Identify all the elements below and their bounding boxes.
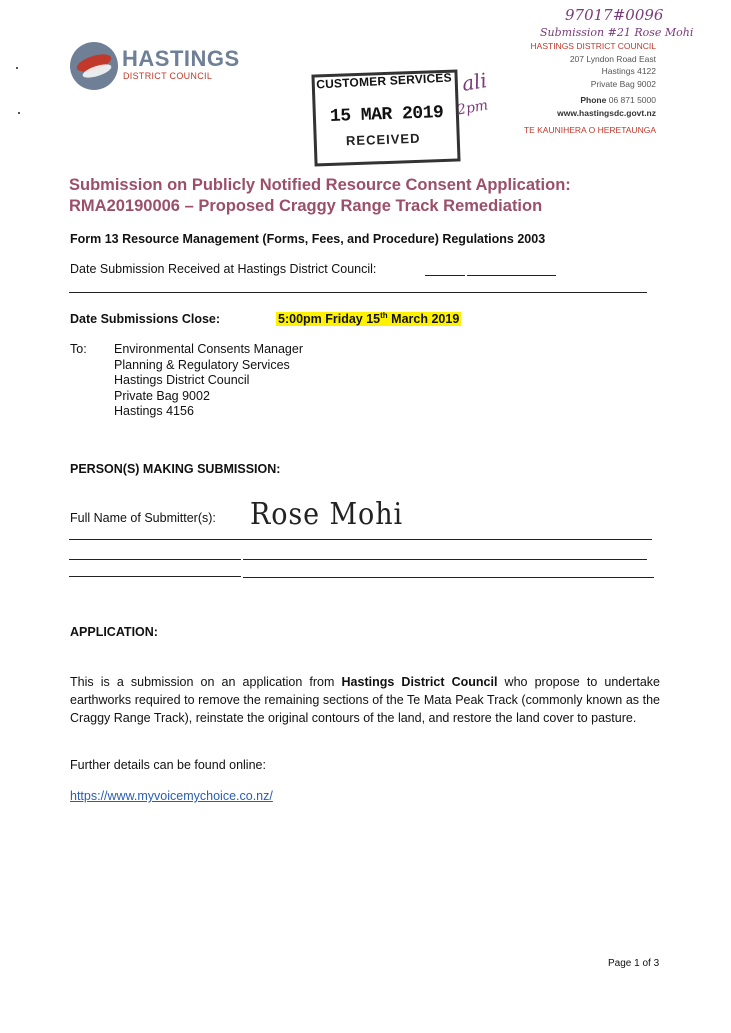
handwritten-submission-note: Submission #21 Rose Mohi	[540, 26, 694, 39]
close-label: Date Submissions Close:	[70, 312, 221, 326]
website: www.hastingsdc.govt.nz	[557, 107, 656, 118]
to-line: Hastings District Council	[114, 373, 250, 388]
to-address	[114, 342, 303, 420]
council-logo-icon	[70, 42, 118, 90]
form13-heading: Form 13 Resource Management (Forms, Fees, and Procedure) Regulations 2003	[70, 232, 546, 246]
name-field-line2b[interactable]	[243, 559, 647, 560]
stamp-received: RECEIVED	[345, 130, 421, 149]
handwritten-reference: 97017#0096	[565, 6, 664, 24]
name-field-line3a[interactable]	[69, 576, 241, 577]
stamp-date: 15 MAR 2019	[329, 103, 444, 127]
page-number: Page 1 of 3	[608, 958, 660, 969]
maori-name: TE KAUNIHERA O HERETAUNGA	[523, 125, 656, 135]
scan-speck	[16, 67, 18, 69]
further-details: Further details can be found online:	[70, 758, 266, 772]
document-title	[69, 175, 669, 217]
to-line: Environmental Consents Manager	[114, 342, 303, 356]
applicant-name: Hastings District Council	[341, 675, 498, 689]
phone-label: Phone	[580, 95, 607, 105]
details-link[interactable]: https://www.myvoicemychoice.co.nz/	[70, 789, 273, 803]
title-line2: RMA20190006 – Proposed Craggy Range Track Remediation	[69, 197, 543, 215]
name-field-line2a[interactable]	[69, 559, 241, 560]
address-line1: 207 Lyndon Road East	[569, 53, 656, 64]
address-line2: Hastings 4122	[601, 66, 656, 76]
divider-line	[69, 292, 647, 293]
logo-name: HASTINGS	[122, 46, 240, 71]
name-field-line1[interactable]	[69, 539, 652, 540]
application-heading: APPLICATION:	[70, 625, 158, 639]
phone-number: 06 871 5000	[608, 95, 656, 105]
to-line: Hastings 4156	[114, 404, 194, 419]
persons-heading: PERSON(S) MAKING SUBMISSION:	[70, 462, 281, 476]
full-name-label: Full Name of Submitter(s):	[70, 511, 216, 525]
submitter-signature: Rose Mohi	[250, 497, 404, 532]
address-line3: Private Bag 9002	[590, 78, 656, 89]
stamp-time: 2pm	[455, 97, 490, 119]
logo-subtitle: DISTRICT COUNCIL	[123, 71, 213, 81]
to-line: Planning & Regulatory Services	[114, 357, 290, 372]
close-date: 5:00pm Friday 15th March 2019	[278, 310, 460, 326]
title-line1: Submission on Publicly Notified Resource Consent Application:	[69, 176, 571, 194]
stamp-department: CUSTOMER SERVICES	[315, 70, 453, 92]
date-received-label: Date Submission Received at Hastings District Council:	[70, 262, 377, 276]
scan-speck	[18, 112, 20, 114]
date-received-field	[467, 275, 556, 276]
close-date-highlight	[276, 310, 461, 328]
date-received-dash	[425, 275, 465, 276]
address-org: HASTINGS DISTRICT COUNCIL	[530, 41, 656, 51]
to-label: To:	[70, 342, 87, 356]
name-field-line3b[interactable]	[243, 577, 654, 578]
to-line: Private Bag 9002	[114, 388, 210, 403]
stamp-initials: ali	[460, 68, 489, 96]
application-paragraph: This is a submission on an application from Hastings District Council who propose to undertake earthworks required to remove the remaining sections of the Te Mata Peak Track (commonly known as the Craggy Range Track), reinstate the original contours of the land, and restore the land cover to pasture.	[70, 675, 660, 725]
council-address	[524, 40, 656, 137]
